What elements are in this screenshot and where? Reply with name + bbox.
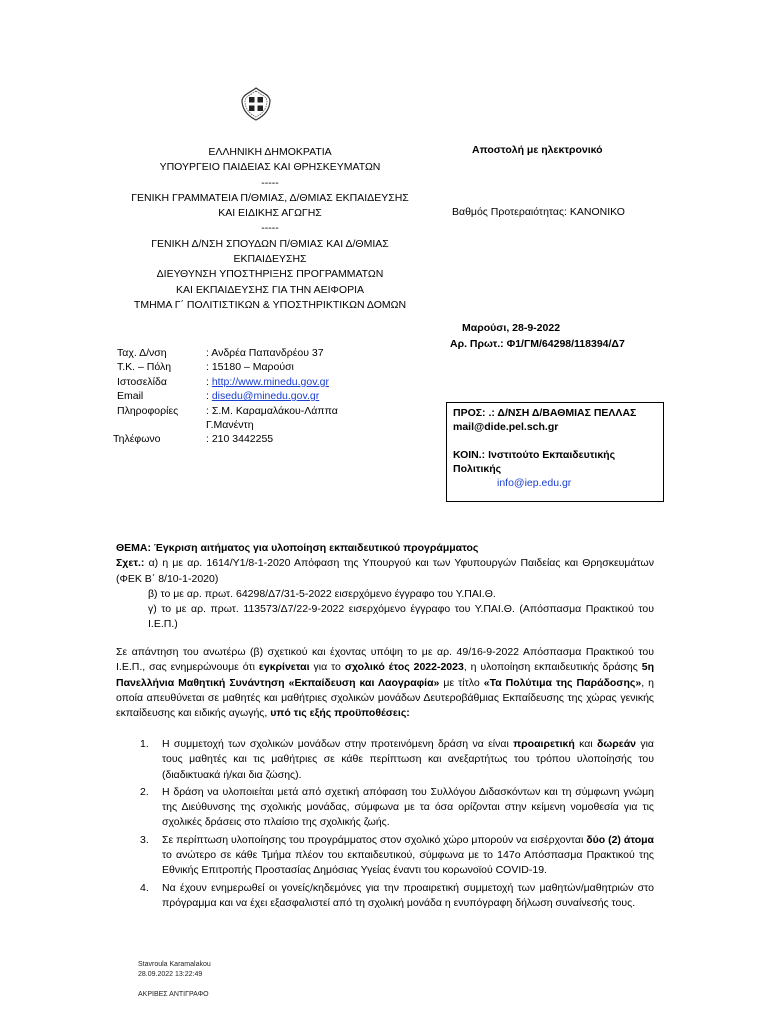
text-run: με τίτλο [439,676,484,689]
text-run: , η υλοποίηση εκπαιδευτικής δράσης [463,661,642,674]
conditions-list [140,737,655,913]
subject-text: Έγκριση αιτήματος για υλοποίηση εκπαιδευτικού προγράμματος [153,542,479,554]
list-item [140,737,654,783]
place-date: Μαρούσι, 28-9-2022 [462,322,561,334]
related-label: Σχετ.: [116,557,145,570]
text-run-bold: δύο (2) άτομα [586,833,655,846]
subject [116,541,654,556]
list-number: 2. [140,785,149,798]
list-item [140,833,655,879]
header-line: ΚΑΙ ΕΙΔΙΚΗΣ ΑΓΩΓΗΣ [218,207,322,220]
main-text [116,645,654,721]
contact-label: Ταχ. Δ/νση [117,347,167,359]
related-b: β) το με αρ. πρωτ. 64298/Δ7/31-5-2022 εισερχόμενο έγγραφο του Υ.ΠΑΙ.Θ. [148,587,496,600]
contact-label: Email [117,390,144,403]
text-run: Σε περίπτωση υλοποίησης του προγράμματος στον σχολικό χώρο μπορούν να εισέρχονται [162,833,587,846]
text-run: το ανώτερο σε κάθε Τμήμα πλέον του εκπαιδευτικού, σύμφωνα με το 147ο Απόσπασμα Πρακτικού της Εθνικής Επιτροπής Προστασίας Δημόσιας Υγείας έναντι του κορωνοϊού COVID-19. [162,849,654,877]
header-line: ----- [261,222,279,235]
text-run-bold: προαιρετική [513,738,575,750]
contact-label: Τηλέφωνο [113,433,161,446]
header-line: ΕΛΛΗΝΙΚΗ ΔΗΜΟΚΡΑΤΙΑ [208,146,332,158]
text-run: Σε απάντηση του ανωτέρω (β) σχετικού και έχοντας υπόψη το με αρ. 49/16-9-2022 Απόσπασμα Πρακτικού του Ι.Ε.Π., σας ενημερώνουμε ότι [116,646,654,674]
text-run: για τους μαθητές και τις μαθήτριες σε κάθε περίπτωση και ανεξαρτήτως του τρόπου υλοποίησής του (διαδικτυακά ή/και δια ζώσης). [162,738,654,781]
related-c: γ) το με αρ. πρωτ. 113573/Δ7/22-9-2022 εισερχόμενο έγγραφο του Υ.ΠΑΙ.Θ. (Απόσπασμα Πρακτικού του Ι.Ε.Π.) [148,603,654,631]
text-run-bold: σχολικό έτος 2022-2023 [344,661,464,674]
contact-value: : 210 3442255 [206,433,274,446]
related-a [116,556,654,587]
text-run: και [574,738,597,750]
contact-prefix: : [206,375,212,388]
header-line: ΓΕΝΙΚΗ ΓΡΑΜΜΑΤΕΙΑ Π/ΘΜΙΑΣ, Δ/ΘΜΙΑΣ ΕΚΠΑΙΔΕΥΣΗΣ [131,191,409,204]
priority-label: Βαθμός Προτεραιότητας: [452,206,570,218]
signature-block [138,960,211,1000]
delivery-note: Αποστολή με ηλεκτρονικό [472,144,603,156]
header-line: ----- [261,176,279,189]
contact-label: Πληροφορίες [117,404,179,417]
protocol-number: Αρ. Πρωτ.: Φ1/ΓΜ/64298/118394/Δ7 [450,338,625,350]
text-run: Η δράση να υλοποιείται μετά από σχετική απόφαση του Συλλόγου Διδασκόντων και τη σύμφωνη γνώμη της Διεύθυνσης της σχολικής μονάδας, σύμφωνα με τα όσα ορίζονται στην κείμενη νομοθεσία για τις σχολικές δράσεις στο πλαίσιο της σχολικής ζωής. [162,785,654,829]
text-run-bold: «Τα Πολύτιμα της Παράδοσης» [483,676,642,689]
text-run-bold: 5η Πανελλήνια Μαθητική Συνάντηση «Εκπαίδευση και Λαογραφία» [116,661,654,689]
website-row [206,375,329,389]
header-line: ΚΑΙ ΕΚΠΑΙΔΕΥΣΗΣ ΓΙΑ ΤΗΝ ΑΕΙΦΟΡΙΑ [175,283,364,296]
recipient-cc: ΚΟΙΝ.: Ινστιτούτο Εκπαιδευτικής [453,449,616,461]
contact-prefix: : [206,390,212,403]
list-number: 1. [140,738,149,750]
contact-value: : 15180 – Μαρούσι [206,361,294,374]
text-run-bold: εγκρίνεται [258,661,310,674]
text-run: Να έχουν ενημερωθεί οι γονείς/κηδεμόνες για την προαιρετική συμμετοχή των μαθητών/μαθητριών στο πρόγραμμα και να έχει εξασφαλιστεί από τη σχολική μονάδα η ενυπόγραφη δήλωση συναίνεσής τους. [162,881,654,909]
text-run: για το [309,661,345,674]
priority-value: ΚΑΝΟΝΙΚΟ [569,206,625,218]
text-run-bold: δωρεάν [597,738,637,750]
greek-emblem-icon [238,86,274,122]
text-run-bold: υπό τις εξής προϋποθέσεις: [270,707,410,720]
ministry-header [90,145,450,313]
main-paragraph [116,645,654,721]
website-link[interactable]: http://www.minedu.gov.gr [211,375,329,388]
email-row [206,389,319,403]
signer-name: Stavroula Karamalakou [138,961,211,968]
contact-block [0,346,440,456]
contact-value: : Ανδρέα Παπανδρέου 37 [206,347,324,359]
subject-label: ΘΕΜΑ: [116,542,154,554]
contact-label: Ιστοσελίδα [117,375,167,388]
header-line: ΥΠΟΥΡΓΕΙΟ ΠΑΙΔΕΙΑΣ ΚΑΙ ΘΡΗΣΚΕΥΜΑΤΩΝ [159,161,381,174]
list-number: 3. [140,833,149,846]
header-line: ΤΜΗΜΑ Γ΄ ΠΟΛΙΤΙΣΤΙΚΩΝ & ΥΠΟΣΤΗΡΙΚΤΙΚΩΝ ΔΟΜΩΝ [133,298,407,311]
contact-label: Τ.Κ. – Πόλη [117,361,172,374]
header-line: ΓΕΝΙΚΗ Δ/ΝΣΗ ΣΠΟΥΔΩΝ Π/ΘΜΙΑΣ ΚΑΙ Δ/ΘΜΙΑΣ [151,237,389,250]
header-line: ΔΙΕΥΘΥΝΣΗ ΥΠΟΣΤΗΡΙΞΗΣ ΠΡΟΓΡΑΜΜΑΤΩΝ [156,268,384,281]
recipient-cc-email[interactable]: info@iep.edu.gr [497,477,572,489]
subject-section [116,541,654,633]
text-run: , η οποία απευθύνεται σε μαθητές και μαθήτριες σχολικών μονάδων Δευτεροβάθμιας Εκπαίδευσης της χώρας γενικής εκπαίδευσης και ειδικής αγωγής, [116,676,654,720]
list-item [140,881,654,912]
text-run: Η συμμετοχή των σχολικών μονάδων στην προτεινόμενη δράση να είναι [162,738,514,750]
email-link[interactable]: disedu@minedu.gov.gr [211,390,320,403]
header-line: ΕΚΠΑΙΔΕΥΣΗΣ [233,253,307,266]
priority [452,206,625,218]
contact-value: Γ.Μανέντη [206,419,254,431]
signature-datetime: 28.09.2022 13:22:49 [138,971,203,978]
contact-value: : Σ.Μ. Καραμαλάκου-Λάππα [206,404,338,417]
related-a-text: α) η με αρ. 1614/Υ1/8-1-2020 Απόφαση της Υπουργού και των Υφυπουργών Παιδείας και Θρησκευμάτων (ΦΕΚ Β΄ 8/10-1-2020) [116,557,654,585]
recipient-to: ΠΡΟΣ: .: Δ/ΝΣΗ Δ/ΒΑΘΜΙΑΣ ΠΕΛΛΑΣ [453,407,637,419]
list-number: 4. [140,881,149,894]
recipient-cc-cont: Πολιτικής [453,463,502,475]
certified-copy: ΑΚΡΙΒΕΣ ΑΝΤΙΓΡΑΦΟ [138,991,209,998]
list-item [140,785,654,831]
recipients-box [446,402,664,502]
recipient-to-email: mail@dide.pel.sch.gr [453,421,559,433]
